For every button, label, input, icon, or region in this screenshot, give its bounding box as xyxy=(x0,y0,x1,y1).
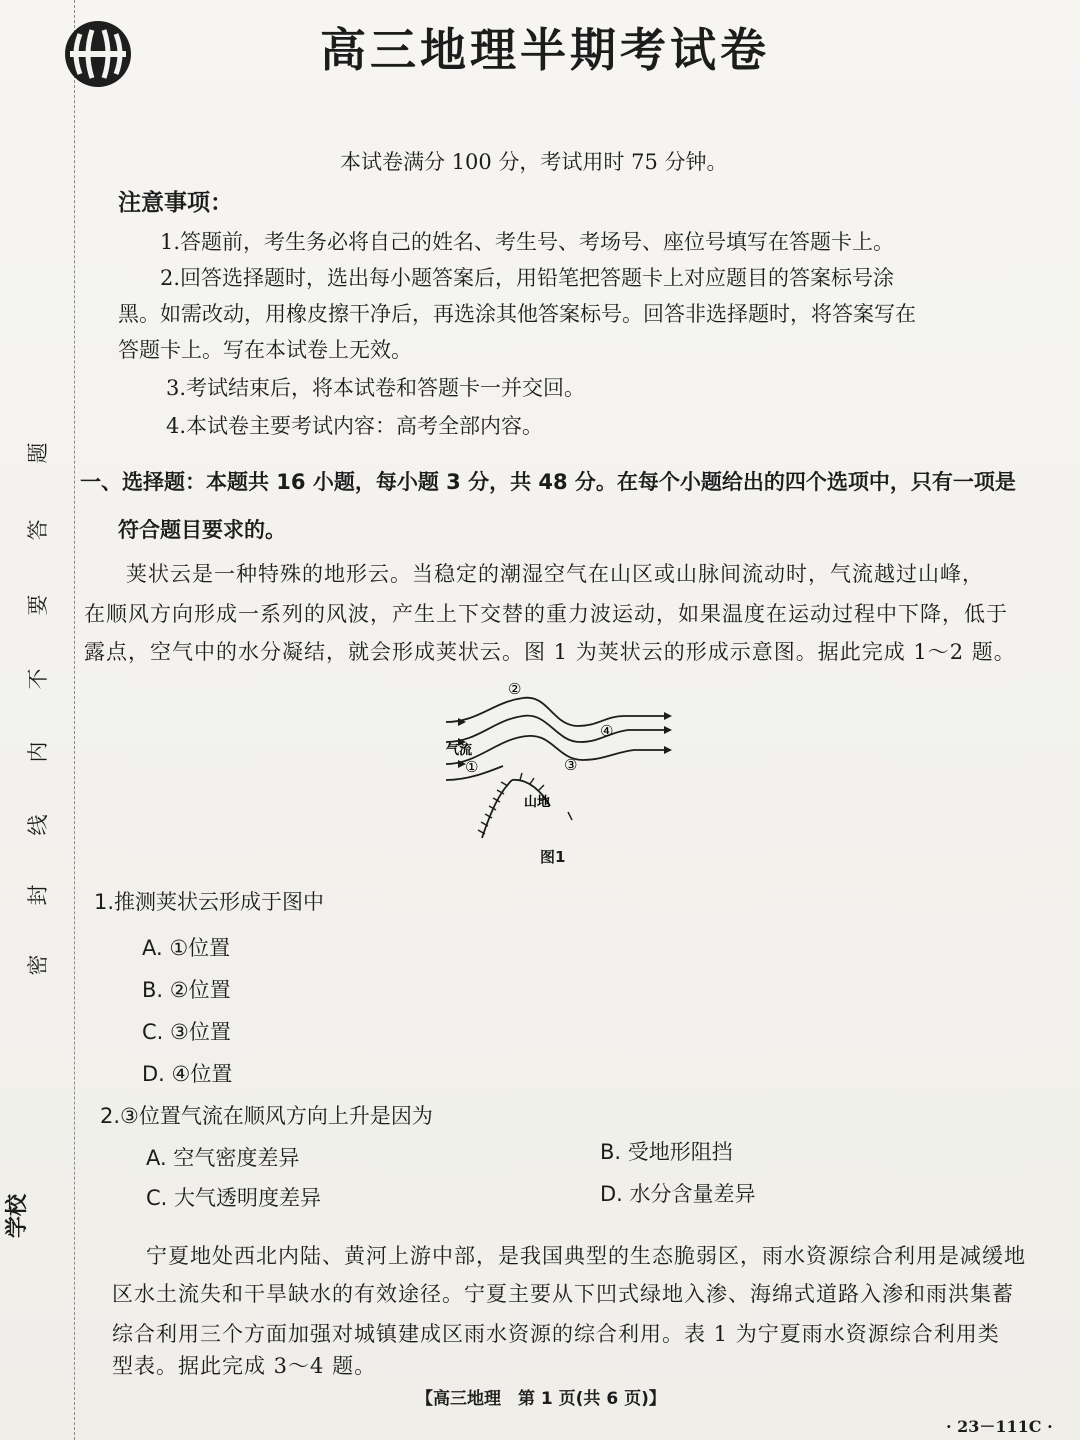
margin-char: 内 xyxy=(26,741,50,763)
notes-line: 答题卡上。写在本试卷上无效。 xyxy=(118,338,412,362)
q1-option-c: C. ③位置 xyxy=(142,1020,231,1044)
passage-line: 综合利用三个方面加强对城镇建成区雨水资源的综合利用。表 1 为宁夏雨水资源综合利用类 xyxy=(112,1322,1000,1346)
passage-line: 露点，空气中的水分凝结，就会形成荚状云。图 1 为荚状云的形成示意图。据此完成 1～2 题。 xyxy=(84,640,1016,664)
figure-caption: 图1 xyxy=(540,848,566,866)
exam-subtitle: 本试卷满分 100 分，考试用时 75 分钟。 xyxy=(340,150,728,174)
notes-line: 3.考试结束后，将本试卷和答题卡一并交回。 xyxy=(166,376,586,400)
notes-line: 2.回答选择题时，选出每小题答案后，用铅笔把答题卡上对应题目的答案标号涂 xyxy=(160,266,895,290)
passage-line: 在顺风方向形成一系列的风波，产生上下交替的重力波运动，如果温度在运动过程中下降，低于 xyxy=(84,602,1008,626)
section-heading: 一、选择题：本题共 16 小题，每小题 3 分，共 48 分。在每个小题给出的四个选项中，只有一项是 xyxy=(80,470,1016,494)
exam-code: · 23－111C · xyxy=(946,1417,1053,1436)
question-2-stem: 2.③位置气流在顺风方向上升是因为 xyxy=(100,1104,433,1128)
marker-4: ④ xyxy=(600,722,614,740)
passage-line: 区水土流失和干旱缺水的有效途径。宁夏主要从下凹式绿地入渗、海绵式道路入渗和雨洪集蓄 xyxy=(112,1282,1014,1306)
marker-1: ① xyxy=(465,758,479,776)
school-label: 学校 xyxy=(5,1193,30,1238)
margin-char: 不 xyxy=(26,668,50,690)
airflow-label: 气流 xyxy=(446,743,473,758)
notes-heading: 注意事项： xyxy=(118,190,233,216)
margin-char: 线 xyxy=(26,814,50,836)
q2-option-d: D. 水分含量差异 xyxy=(600,1182,756,1206)
marker-2: ② xyxy=(508,680,522,698)
exam-title: 高三地理半期考试卷 xyxy=(320,23,770,77)
margin-char: 密 xyxy=(26,954,50,976)
page-footer: 【高三地理 第 1 页(共 6 页)】 xyxy=(416,1389,666,1409)
margin-char: 题 xyxy=(26,442,50,464)
figure-lenticular-cloud-diagram xyxy=(438,680,678,850)
passage-line: 宁夏地处西北内陆、黄河上游中部，是我国典型的生态脆弱区，雨水资源综合利用是减缓地 xyxy=(146,1244,1026,1268)
marker-3: ③ xyxy=(564,756,578,774)
notes-line: 1.答题前，考生务必将自己的姓名、考生号、考场号、座位号填写在答题卡上。 xyxy=(160,230,895,254)
q2-option-c: C. 大气透明度差异 xyxy=(146,1186,322,1210)
notes-line: 4.本试卷主要考试内容：高考全部内容。 xyxy=(166,414,544,438)
passage-line: 荚状云是一种特殊的地形云。当稳定的潮湿空气在山区或山脉间流动时，气流越过山峰， xyxy=(126,562,984,586)
exam-logo-icon xyxy=(62,18,134,90)
q1-option-a: A. ①位置 xyxy=(142,936,231,960)
section-heading-cont: 符合题目要求的。 xyxy=(118,518,286,542)
margin-char: 封 xyxy=(26,884,50,906)
notes-line: 黑。如需改动，用橡皮擦干净后，再选涂其他答案标号。回答非选择题时，将答案写在 xyxy=(118,302,916,326)
margin-char: 要 xyxy=(26,594,50,616)
q2-option-a: A. 空气密度差异 xyxy=(146,1146,300,1170)
question-1-stem: 1.推测荚状云形成于图中 xyxy=(94,890,325,914)
passage-line: 型表。据此完成 3～4 题。 xyxy=(112,1354,377,1378)
binding-dashed-line xyxy=(74,0,75,1440)
margin-char: 答 xyxy=(26,519,50,541)
mountain-label: 山地 xyxy=(524,795,551,810)
q2-option-b: B. 受地形阻挡 xyxy=(600,1140,733,1164)
q1-option-d: D. ④位置 xyxy=(142,1062,233,1086)
q1-option-b: B. ②位置 xyxy=(142,978,231,1002)
